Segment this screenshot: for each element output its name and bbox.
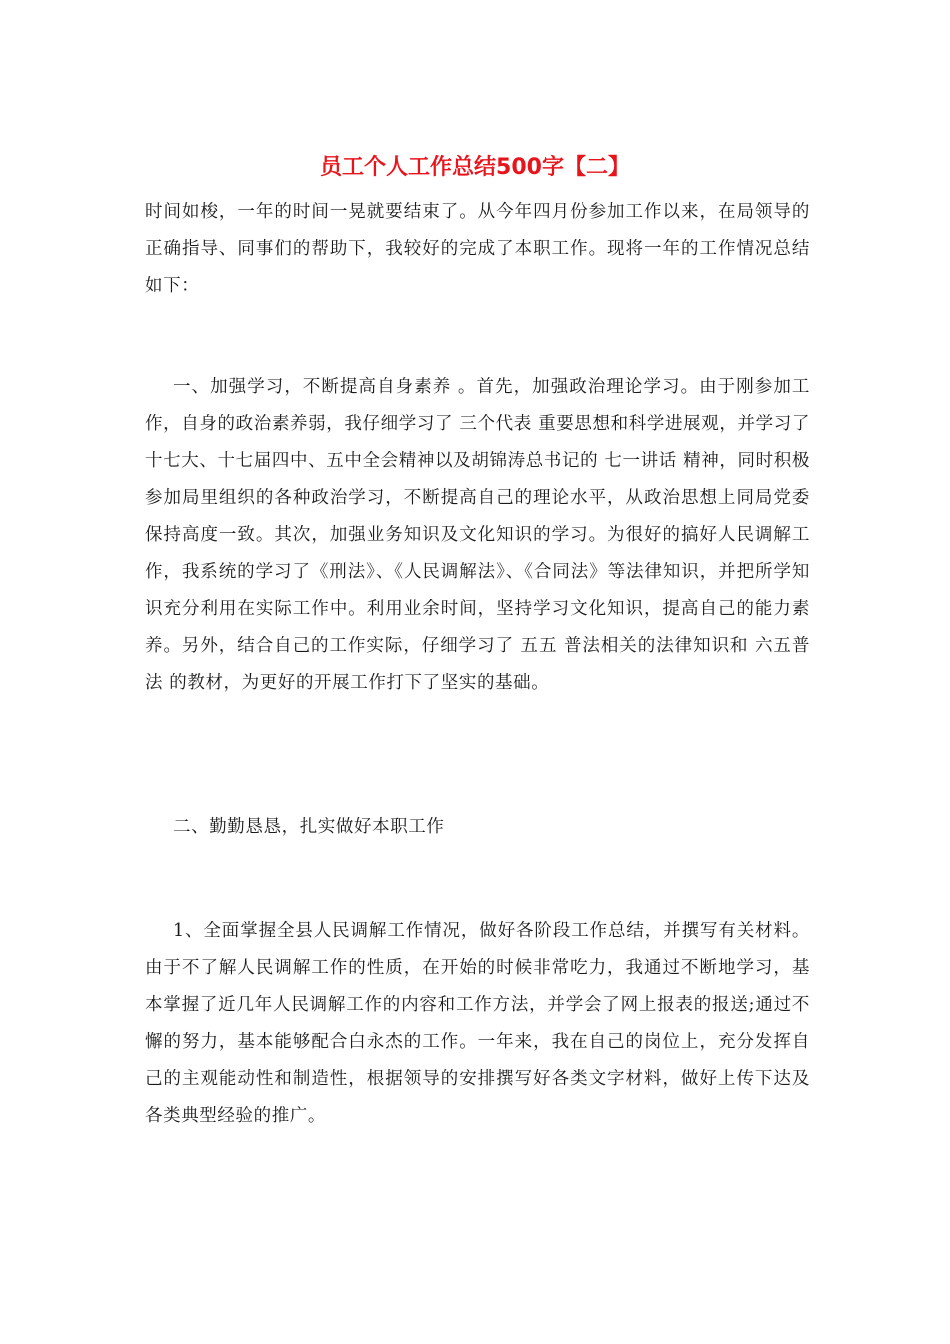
- section-2-heading: 二、勤勤恳恳，扎实做好本职工作: [173, 817, 445, 837]
- intro-paragraph: 时间如梭，一年的时间一晃就要结束了。从今年四月份参加工作以来，在局领导的正确指导、同事们的帮助下，我较好的完成了本职工作。现将一年的工作情况总结如下：: [145, 202, 810, 296]
- document-title: 员工个人工作总结500字【二】: [320, 155, 630, 180]
- section-1-paragraph: 一、加强学习，不断提高自身素养 。首先，加强政治理论学习。由于刚参加工作，自身的政治素养弱，我仔细学习了 三个代表 重要思想和科学进展观，并学习了十七大、十七届四中、五中全会精神以及胡锦涛总书记的 七一讲话 精神，同时积极参加局里组织的各种政治学习，不断提高自己的理论水平，从政治思想上同局党委保持高度一致。其次，加强业务知识及文化知识的学习。为很好的搞好人民调解工作，我系统的学习了《刑法》、《人民调解法》、《合同法》等法律知识，并把所学知识充分利用在实际工作中。利用业余时间，坚持学习文化知识，提高自己的能力素养。另外，结合自己的工作实际，仔细学习了 五五 普法相关的法律知识和 六五普法 的教材，为更好的开展工作打下了坚实的基础。: [145, 377, 810, 693]
- section-2-item-1-paragraph: 1、全面掌握全县人民调解工作情况，做好各阶段工作总结，并撰写有关材料。由于不了解人民调解工作的性质，在开始的时候非常吃力，我通过不断地学习，基本掌握了近几年人民调解工作的内容和工作方法，并学会了网上报表的报送;通过不懈的努力，基本能够配合白永杰的工作。一年来，我在自己的岗位上，充分发挥自己的主观能动性和制造性，根据领导的安排撰写好各类文字材料，做好上传下达及各类典型经验的推广。: [145, 921, 810, 1126]
